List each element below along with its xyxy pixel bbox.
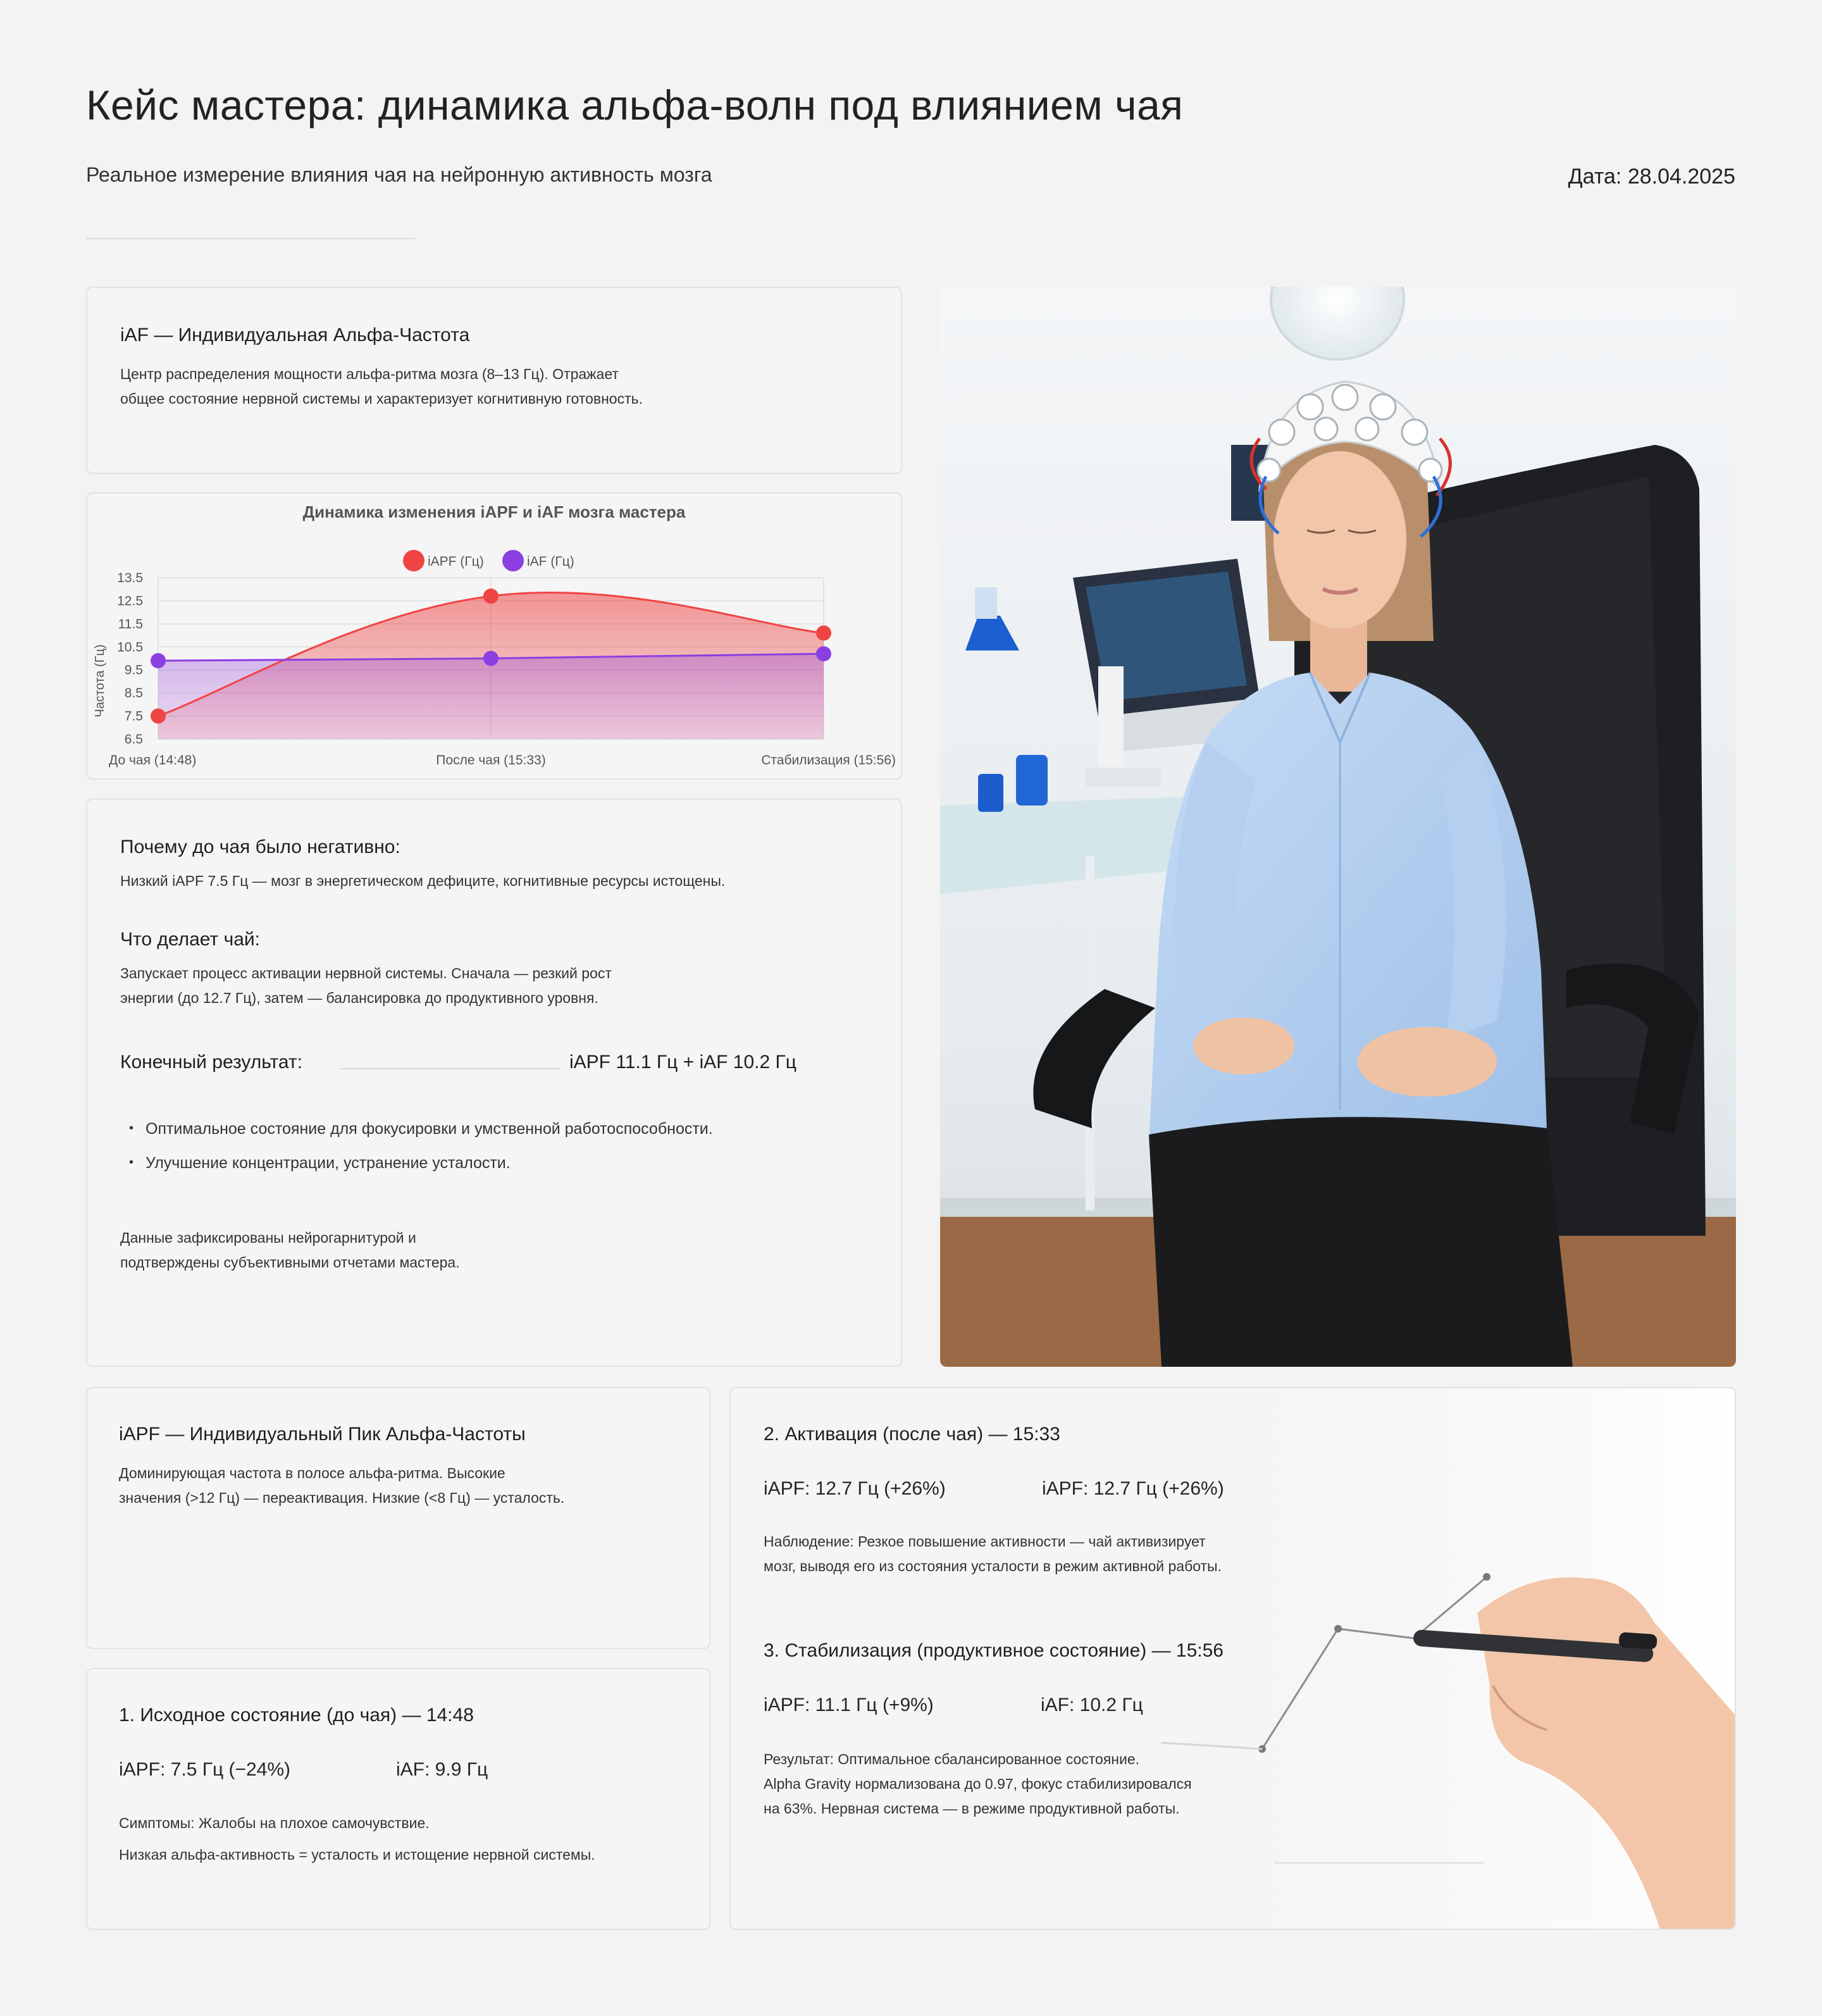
data-point-0 <box>151 709 166 724</box>
data-point-1 <box>816 646 831 661</box>
result-divider <box>340 1068 561 1069</box>
stage-3-result-line-2: Alpha Gravity нормализована до 0.97, фокус стабилизировался <box>764 1776 1192 1792</box>
stages-2-3-card <box>729 1387 1736 1930</box>
what-tea-does-line-1: Запускает процесс активации нервной системы. Сначала — резкий рост <box>120 965 612 981</box>
y-tick-labels <box>117 571 143 747</box>
stage-3-iapf: iAPF: 11.1 Гц (+9%) <box>764 1695 934 1715</box>
x-tick-labels <box>109 753 896 768</box>
stage-3-title: 3. Стабилизация (продуктивное состояние) — 15:56 <box>764 1640 1224 1661</box>
explanation-card <box>86 799 902 1367</box>
y-tick-label: 10.5 <box>117 640 143 655</box>
stage-1-title: 1. Исходное состояние (до чая) — 14:48 <box>119 1705 474 1726</box>
iapf-definition-card <box>86 1387 710 1649</box>
data-note-line-2: подтверждены субъективными отчетами мастера. <box>120 1254 460 1271</box>
what-tea-does-line-2: энергии (до 12.7 Гц), затем — балансировка до продуктивного уровня. <box>120 990 598 1006</box>
series-area-1 <box>158 654 824 739</box>
bullet-2-marker: • <box>129 1155 134 1169</box>
header-divider <box>86 238 415 239</box>
legend-swatch-iaf <box>502 550 524 571</box>
why-negative-text: Низкий iAPF 7.5 Гц — мозг в энергетическом дефиците, когнитивные ресурсы истощены. <box>120 873 726 889</box>
stage-1-note: Низкая альфа-активность = усталость и истощение нервной системы. <box>119 1846 595 1863</box>
iapf-card-line-2: значения (>12 Гц) — переактивация. Низкие (<8 Гц) — усталость. <box>119 1490 565 1506</box>
legend-label-iaf: iAF (Гц) <box>527 554 574 569</box>
eeg-photo-illustration <box>940 287 1736 1367</box>
stage-1-symptoms: Симптомы: Жалобы на плохое самочувствие. <box>119 1815 430 1831</box>
page-title: Кейс мастера: динамика альфа-волн под влиянием чая <box>86 82 1184 128</box>
iaf-card-line-2: общее состояние нервной системы и характеризует когнитивную готовность. <box>120 390 643 407</box>
iaf-card-line-1: Центр распределения мощности альфа-ритма мозга (8–13 Гц). Отражает <box>120 366 619 382</box>
stage-2-observation-line-2: мозг, выводя его из состояния усталости в режим активной работы. <box>764 1558 1222 1574</box>
final-result-label: Конечный результат: <box>120 1052 303 1073</box>
stage-3-iaf: iAF: 10.2 Гц <box>1041 1695 1143 1715</box>
stage-3-result-line-3: на 63%. Нервная система — в режиме продуктивной работы. <box>764 1800 1180 1817</box>
bullet-1-marker: • <box>129 1121 134 1135</box>
stage-1-iaf: iAF: 9.9 Гц <box>396 1759 488 1780</box>
stage-1-iapf: iAPF: 7.5 Гц (−24%) <box>119 1759 291 1780</box>
stage-3-result-line-1: Результат: Оптимальное сбалансированное состояние. <box>764 1751 1140 1767</box>
y-tick-label: 11.5 <box>118 616 143 632</box>
y-axis-label: Частота (Гц) <box>93 644 107 718</box>
report-date: Дата: 28.04.2025 <box>1568 165 1735 189</box>
y-tick-label: 7.5 <box>124 709 143 724</box>
stage-1-card <box>86 1668 710 1930</box>
bullet-1: Оптимальное состояние для фокусировки и умственной работоспособности. <box>146 1120 713 1138</box>
y-tick-label: 8.5 <box>124 686 143 701</box>
why-negative-title: Почему до чая было негативно: <box>120 837 400 857</box>
chart-title: Динамика изменения iAPF и iAF мозга мастера <box>302 502 686 521</box>
eeg-photo <box>940 287 1736 1367</box>
what-tea-does-title: Что делает чай: <box>120 929 260 950</box>
legend-swatch-iapf <box>403 550 425 571</box>
data-point-0 <box>483 588 499 604</box>
y-tick-label: 12.5 <box>117 594 143 609</box>
data-point-1 <box>151 653 166 668</box>
y-tick-label: 13.5 <box>117 571 143 585</box>
data-point-1 <box>483 651 499 666</box>
alpha-dynamics-chart <box>86 492 902 780</box>
legend-label-iapf: iAPF (Гц) <box>428 554 484 569</box>
final-result-value: iAPF 11.1 Гц + iAF 10.2 Гц <box>569 1052 796 1073</box>
bullet-2: Улучшение концентрации, устранение усталости. <box>146 1154 511 1172</box>
iapf-card-line-1: Доминирующая частота в полосе альфа-ритма. Высокие <box>119 1465 505 1481</box>
y-tick-label: 9.5 <box>124 663 143 678</box>
stage-2-observation-line-1: Наблюдение: Резкое повышение активности — чай активизирует <box>764 1533 1206 1550</box>
iaf-card-title: iAF — Индивидуальная Альфа-Частота <box>120 325 470 345</box>
x-tick-label: До чая (14:48) <box>109 753 197 768</box>
page-subtitle: Реальное измерение влияния чая на нейронную активность мозга <box>86 163 712 186</box>
stage-2-title: 2. Активация (после чая) — 15:33 <box>764 1424 1060 1445</box>
iaf-definition-card <box>86 287 902 474</box>
data-point-0 <box>816 625 831 640</box>
stage-2-iapf: iAPF: 12.7 Гц (+26%) <box>764 1478 946 1499</box>
x-tick-label: После чая (15:33) <box>436 753 546 768</box>
chart-legend <box>403 550 574 571</box>
data-note-line-1: Данные зафиксированы нейрогарнитурой и <box>120 1229 416 1246</box>
iapf-card-title: iAPF — Индивидуальный Пик Альфа-Частоты <box>119 1424 526 1445</box>
chart-card <box>86 492 902 780</box>
y-tick-label: 6.5 <box>124 732 143 747</box>
x-tick-label: Стабилизация (15:56) <box>761 753 896 768</box>
stage-2-iaf: iAPF: 12.7 Гц (+26%) <box>1042 1478 1224 1499</box>
